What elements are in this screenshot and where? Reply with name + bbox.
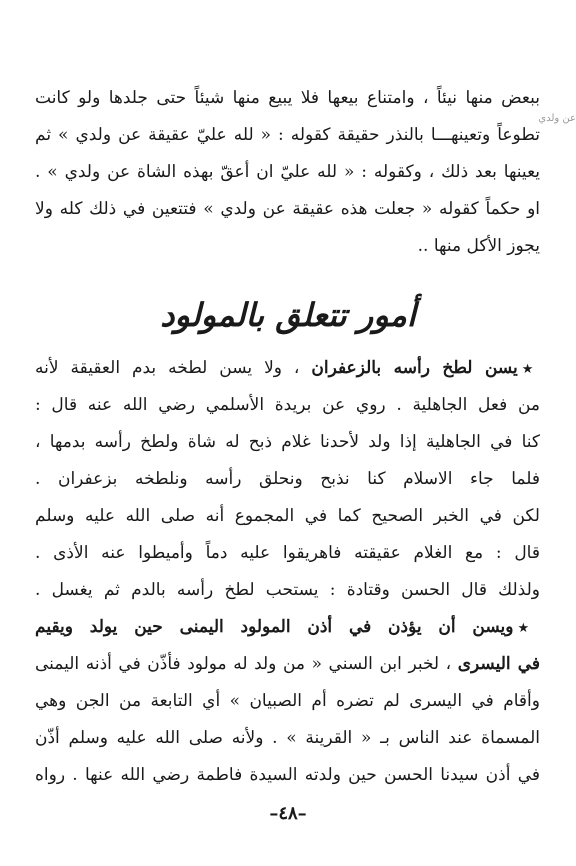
paragraph-line: ببعض منها نيئاً ، وامتناع بيعها فلا يبيع منها شيئاً حتى جلدها ولو كانت	[35, 88, 540, 108]
margin-note: عن ولدي	[538, 113, 576, 124]
paragraph-line: تطوعاً وتعينهـــا بالنذر حقيقة كقوله : « لله عليّ عقيقة عن ولدي » ثم	[35, 125, 540, 145]
section2-lead-rest: ، لخبر ابن السني « من ولد له مولود فأذّن في أذنه اليمنى	[35, 654, 458, 674]
paragraph-line: يجوز الأكل منها ..	[417, 236, 540, 256]
paragraph-line: المسماة عند الناس بـ « القرينة » . ولأنه صلى الله عليه وسلم أذّن	[35, 728, 540, 748]
star-bullet-icon: ★	[517, 621, 540, 636]
paragraph-line: او حكماً كقوله « جعلت هذه عقيقة عن ولدي » فتتعين في ذلك كله ولا	[35, 199, 540, 219]
paragraph-line: وأقام في اليسرى لم تضره أم الصبيان » أي التابعة من الجن وهي	[35, 691, 540, 711]
body-text	[35, 350, 540, 794]
section2-lead-end: في اليسرى	[457, 654, 540, 674]
page-number: –٤٨–	[269, 803, 307, 824]
section1-lead: يسن لطخ رأسه بالزعفران	[311, 358, 518, 378]
section1-first-line	[35, 350, 540, 387]
section-heading: أمور تتعلق بالمولود	[160, 296, 416, 334]
section2-second-line	[35, 646, 540, 683]
paragraph-line: قال : مع الغلام عقيقته فاهريقوا عليه دماً وأميطوا عنه الأذى .	[35, 543, 540, 563]
top-paragraph	[35, 80, 540, 265]
paragraph-line: فلما جاء الاسلام كنا نذبح ونحلق رأسه ونلطخه بزعفران .	[35, 469, 540, 489]
section2-first-line	[35, 609, 540, 646]
paragraph-line: في أذن سيدنا الحسن حين ولدته السيدة فاطمة رضي الله عنها . رواه	[35, 765, 540, 785]
star-bullet-icon: ★	[521, 362, 540, 377]
paragraph-line: ولذلك قال الحسن وقتادة : يستحب لطخ رأسه بالدم ثم يغسل .	[35, 580, 540, 600]
paragraph-line: لكن في الخبر الصحيح كما في المجموع أنه صلى الله عليه وسلم	[35, 506, 540, 526]
paragraph-line: كنا في الجاهلية إذا ولد لأحدنا غلام ذبح له شاة ولطخ رأسه بدمها ،	[35, 432, 540, 452]
section1-lead-rest: ، ولا يسن لطخه بدم العقيقة لأنه	[35, 358, 312, 378]
section2-lead: ويسن أن يؤذن في أذن المولود اليمنى حين يولد ويقيم	[35, 617, 514, 637]
paragraph-line: من فعل الجاهلية . روي عن بريدة الأسلمي رضي الله عنه قال :	[35, 395, 540, 415]
paragraph-line: يعينها بعد ذلك ، وكقوله : « لله عليّ ان أعقّ بهذه الشاة عن ولدي » .	[35, 162, 540, 182]
